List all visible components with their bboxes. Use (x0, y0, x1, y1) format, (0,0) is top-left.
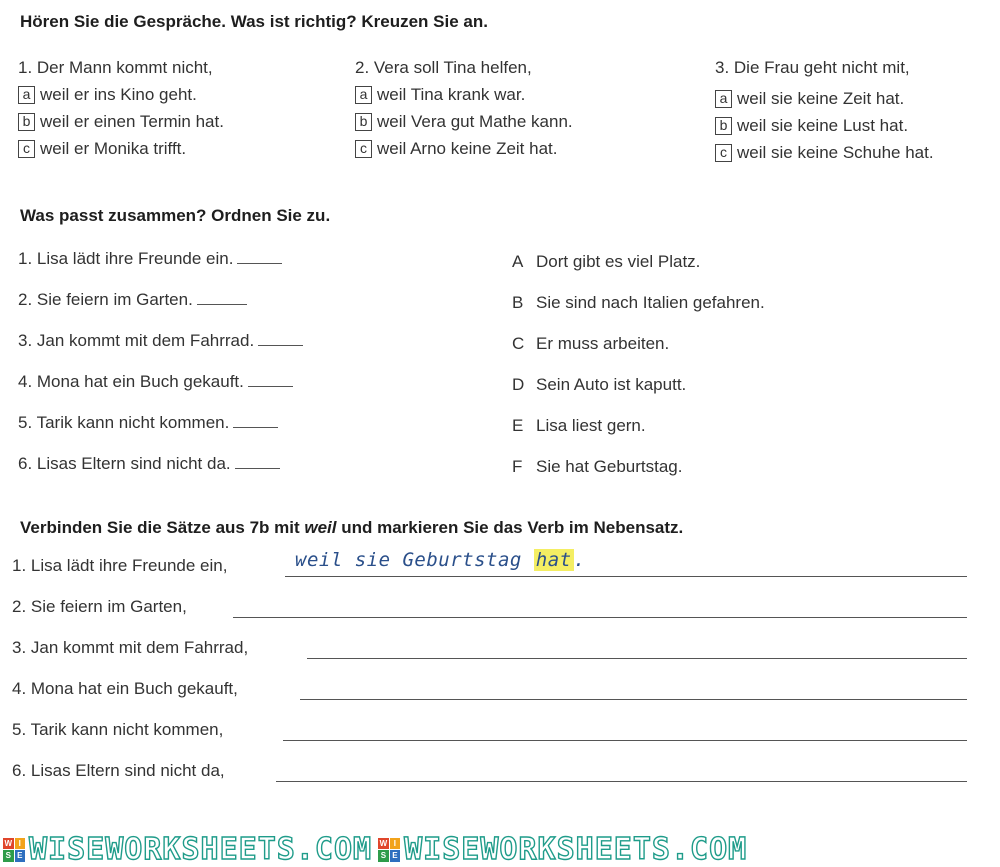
match-left-2 (18, 290, 247, 310)
answer-line-1[interactable] (285, 576, 967, 577)
option-1-2 (18, 112, 224, 132)
connect-sentence-5: 5. Tarik kann nicht kommen, (12, 720, 224, 739)
match-letter: E (512, 416, 524, 435)
answer-blank[interactable] (258, 331, 303, 346)
section3-heading (20, 518, 683, 538)
match-right-5 (512, 416, 646, 436)
brand-text: WISEWORKSHEETS.COM (404, 832, 748, 867)
option-2-1 (355, 85, 525, 105)
option-text: weil er Monika trifft. (40, 139, 187, 158)
match-letter: A (512, 252, 524, 271)
option-3-1 (715, 89, 904, 109)
match-left-4 (18, 372, 293, 392)
match-left-5 (18, 413, 278, 433)
option-2-2 (355, 112, 573, 132)
answer-line-3[interactable] (307, 658, 967, 659)
match-letter: B (512, 293, 524, 312)
match-sentence: 3. Jan kommt mit dem Fahrrad. (18, 331, 255, 350)
option-text: weil Tina krank war. (377, 85, 526, 104)
brand-1 (3, 832, 372, 867)
connect-sentence-4: 4. Mona hat ein Buch gekauft, (12, 679, 238, 698)
option-text: weil sie keine Schuhe hat. (737, 143, 934, 162)
checkbox[interactable]: b (715, 117, 732, 135)
answer-blank[interactable] (233, 413, 278, 428)
match-text: Sein Auto ist kaputt. (536, 375, 687, 394)
heading-em-weil: weil (304, 518, 337, 537)
connect-sentence-3: 3. Jan kommt mit dem Fahrrad, (12, 638, 249, 657)
highlighted-verb: hat (535, 549, 572, 571)
connect-sentence-2: 2. Sie feiern im Garten, (12, 597, 187, 616)
heading-part-2: und markieren Sie das Verb im Nebensatz. (336, 518, 684, 537)
brand-text: WISEWORKSHEETS.COM (29, 832, 373, 867)
match-sentence: 4. Mona hat ein Buch gekauft. (18, 372, 244, 391)
checkbox[interactable]: c (18, 140, 35, 158)
option-text: weil Arno keine Zeit hat. (377, 139, 558, 158)
match-text: Sie sind nach Italien gefahren. (536, 293, 765, 312)
match-sentence: 6. Lisas Eltern sind nicht da. (18, 454, 231, 473)
answer-blank[interactable] (235, 454, 280, 469)
match-text: Lisa liest gern. (536, 416, 646, 435)
checkbox[interactable]: b (355, 113, 372, 131)
match-right-4 (512, 375, 686, 395)
answer-blank[interactable] (248, 372, 293, 387)
option-text: weil er ins Kino geht. (40, 85, 197, 104)
answer-line-4[interactable] (300, 699, 967, 700)
match-letter: F (512, 457, 523, 476)
match-right-3 (512, 334, 669, 354)
match-sentence: 2. Sie feiern im Garten. (18, 290, 193, 309)
logo-letter-w: W (4, 838, 13, 848)
answer-text: weil sie Geburtstag (295, 549, 522, 571)
section2-heading: Was passt zusammen? Ordnen Sie zu. (20, 206, 331, 225)
logo-letter-s: S (3, 850, 14, 862)
match-letter: D (512, 375, 525, 394)
answer-line-5[interactable] (283, 740, 967, 741)
match-sentence: 1. Lisa lädt ihre Freunde ein. (18, 249, 234, 268)
match-text: Er muss arbeiten. (536, 334, 670, 353)
match-left-6 (18, 454, 280, 474)
answer-line-2[interactable] (233, 617, 967, 618)
connect-sentence-1: 1. Lisa lädt ihre Freunde ein, (12, 556, 228, 575)
option-3-3 (715, 143, 934, 163)
logo-letter-w: W (379, 838, 388, 848)
logo-letter-e: E (15, 850, 26, 862)
logo-letter-i: I (390, 838, 401, 850)
option-1-3 (18, 139, 186, 159)
match-sentence: 5. Tarik kann nicht kommen. (18, 413, 230, 432)
section1-heading: Hören Sie die Gespräche. Was ist richtig? Kreuzen Sie an. (20, 12, 488, 31)
answer-line-6[interactable] (276, 781, 967, 782)
option-1-1 (18, 85, 197, 105)
heading-part-1: Verbinden Sie die Sätze aus 7b mit (20, 518, 305, 537)
handwritten-answer (295, 549, 586, 571)
answer-blank[interactable] (237, 249, 282, 264)
footer-watermark (0, 832, 1000, 867)
checkbox[interactable]: c (715, 144, 732, 162)
question-3-title: 3. Die Frau geht nicht mit, (715, 58, 910, 77)
checkbox[interactable]: a (18, 86, 35, 104)
checkbox[interactable]: a (355, 86, 372, 104)
match-right-1 (512, 252, 700, 272)
match-left-1 (18, 249, 282, 269)
connect-sentence-6: 6. Lisas Eltern sind nicht da, (12, 761, 225, 780)
brand-logo-icon (3, 838, 25, 862)
answer-blank[interactable] (197, 290, 247, 305)
question-2-title: 2. Vera soll Tina helfen, (355, 58, 532, 77)
option-text: weil Vera gut Mathe kann. (377, 112, 573, 131)
brand-2 (378, 832, 747, 867)
answer-punct: . (573, 549, 586, 571)
option-3-2 (715, 116, 908, 136)
match-right-6 (512, 457, 682, 477)
logo-letter-i: I (15, 838, 26, 850)
match-right-2 (512, 293, 765, 313)
match-left-3 (18, 331, 303, 351)
option-text: weil sie keine Zeit hat. (737, 89, 905, 108)
logo-letter-e: E (390, 850, 401, 862)
logo-letter-s: S (378, 850, 389, 862)
match-text: Sie hat Geburtstag. (536, 457, 683, 476)
brand-logo-icon (378, 838, 400, 862)
checkbox[interactable]: a (715, 90, 732, 108)
match-letter: C (512, 334, 525, 353)
question-1-title: 1. Der Mann kommt nicht, (18, 58, 213, 77)
option-text: weil er einen Termin hat. (40, 112, 224, 131)
option-text: weil sie keine Lust hat. (737, 116, 909, 135)
checkbox[interactable]: c (355, 140, 372, 158)
option-2-3 (355, 139, 557, 159)
match-text: Dort gibt es viel Platz. (536, 252, 701, 271)
checkbox[interactable]: b (18, 113, 35, 131)
